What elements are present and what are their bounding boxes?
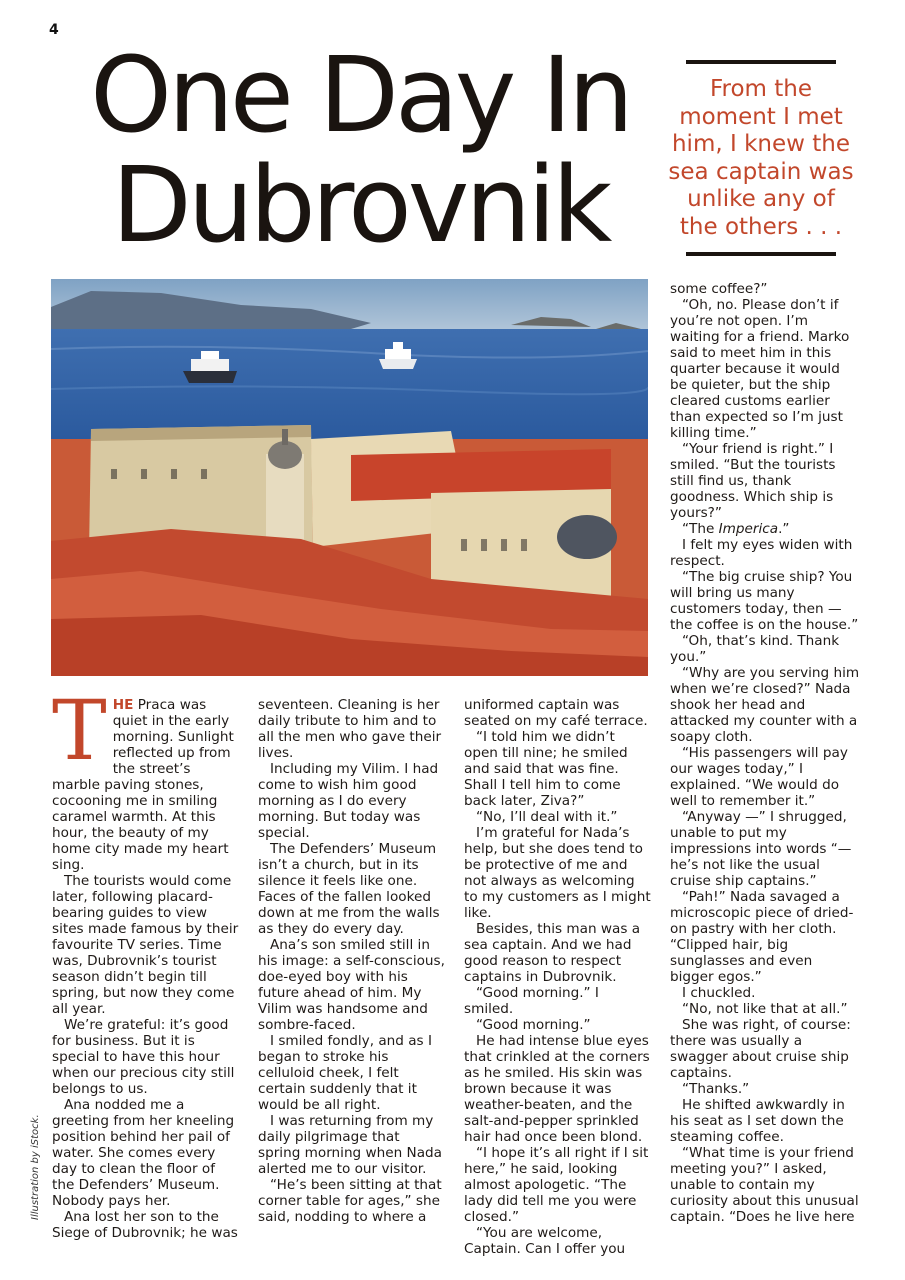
paragraph: “Good morning.” I smiled. xyxy=(464,985,599,1017)
drop-cap: T xyxy=(52,684,107,779)
lead-in-caps: HE xyxy=(112,697,134,713)
paragraph: I was returning from my daily pilgrimage that spring morning when Nada alerted me to our visitor. xyxy=(258,1113,443,1177)
standfirst-rule-bottom xyxy=(686,252,836,256)
paragraph: I felt my eyes widen with respect. xyxy=(670,537,853,569)
paragraph: I’m grateful for Nada’s help, but she does tend to be protective of me and not always as welcoming to my customers as I might like. xyxy=(464,825,651,921)
paragraph: “I hope it’s all right if I sit here,” he said, looking almost apologetic. “The lady did tell me you were closed.” xyxy=(464,1145,649,1225)
paragraph: “Pah!” Nada savaged a microscopic piece of dried-on pastry with her cloth. “Clipped hair, big sunglasses and even bigger egos.” xyxy=(670,889,854,985)
paragraph: “Oh, no. Please don’t if you’re not open. I’m waiting for a friend. Marko said to meet him in this quarter because it would be quieter, but the ship cleared customs earlier than expected so I’m just killing time.” xyxy=(670,297,850,441)
paragraph: Besides, this man was a sea captain. And we had good reason to respect captains in Dubrovnik. xyxy=(464,921,641,985)
paragraph: Ana lost her son to the Siege of Dubrovnik; he was xyxy=(52,1209,238,1241)
headline xyxy=(60,34,660,266)
standfirst: From the moment I met him, I knew the sea captain was unlike any of the others . . . xyxy=(668,76,854,240)
paragraph: “What time is your friend meeting you?” I asked, unable to contain my curiosity about this unusual captain. “Does he live here xyxy=(670,1145,859,1225)
hero-illustration xyxy=(51,279,648,676)
paragraph: “Oh, that’s kind. Thank you.” xyxy=(670,633,840,665)
paragraph: “He’s been sitting at that corner table for ages,” she said, nodding to where a xyxy=(258,1177,442,1225)
article-column-3 xyxy=(464,697,652,1257)
article-column-4 xyxy=(670,281,860,1225)
paragraph: “No, not like that at all.” xyxy=(682,1001,848,1017)
paragraph: He had intense blue eyes that crinkled at the corners as he smiled. His skin was brown because it was weather-beaten, and the salt-and-pepper sprinkled hair had once been blond. xyxy=(464,1033,650,1145)
paragraph: uniformed captain was seated on my café terrace. xyxy=(464,697,648,729)
paragraph: She was right, of course: there was usually a swagger about cruise ship captains. xyxy=(670,1017,851,1081)
ship-name: Imperica xyxy=(718,521,779,537)
article-column-2 xyxy=(258,697,446,1225)
paragraph: “Good morning.” xyxy=(476,1017,591,1033)
headline-line-1: One Day In xyxy=(90,34,630,156)
standfirst-rule-top xyxy=(686,60,836,64)
paragraph: “The Imperica.” xyxy=(682,521,790,537)
paragraph: Ana nodded me a greeting from her kneeling position behind her pail of water. She comes every day to clean the floor of the Defenders’ Museum. Nobody pays her. xyxy=(52,1097,235,1209)
paragraph: seventeen. Cleaning is her daily tribute to him and to all the men who gave their lives. xyxy=(258,697,442,761)
paragraph: “Why are you serving him when we’re closed?” Nada shook her head and attacked my counter with a soapy cloth. xyxy=(670,665,860,745)
paragraph: “Your friend is right.” I smiled. “But the tourists still find us, thank goodness. Which ship is yours?” xyxy=(670,441,836,521)
paragraph: THE Praca was quiet in the early morning. Sunlight reflected up from the street’s marble paving stones, cocooning me in smiling caramel warmth. At this hour, the beauty of my home city made my heart sing. xyxy=(52,684,234,873)
paragraph: The tourists would come later, following placard-bearing guides to view sites made famous by their favourite TV series. Time was, Dubrovnik’s tourist season didn’t begin till spring, but now they come all year. xyxy=(52,873,239,1017)
paragraph: Including my Vilim. I had come to wish him good morning as I do every morning. But today was special. xyxy=(258,761,439,841)
paragraph: some coffee?” xyxy=(670,281,768,297)
paragraph: “I told him we didn’t open till nine; he smiled and said that was fine. Shall I tell him to come back later, Ziva?” xyxy=(464,729,628,809)
article-column-1 xyxy=(52,684,240,1241)
paragraph: He shifted awkwardly in his seat as I set down the steaming coffee. xyxy=(670,1097,845,1145)
paragraph: “You are welcome, Captain. Can I offer you xyxy=(464,1225,626,1257)
paragraph: “Thanks.” xyxy=(682,1081,750,1097)
paragraph: We’re grateful: it’s good for business. But it is special to have this hour when our precious city still belongs to us. xyxy=(52,1017,235,1097)
illustration-credit: Illustration by iStock. xyxy=(30,1114,41,1220)
paragraph: The Defenders’ Museum isn’t a church, but in its silence it feels like one. Faces of the fallen looked down at me from the walls as they do every day. xyxy=(258,841,440,937)
paragraph: “The big cruise ship? You will bring us many customers today, then — the coffee is on the house.” xyxy=(670,569,859,633)
page-number: 4 xyxy=(49,22,59,38)
headline-line-2: Dubrovnik xyxy=(111,144,609,266)
paragraph: “No, I’ll deal with it.” xyxy=(476,809,618,825)
paragraph: Ana’s son smiled still in his image: a self-conscious, doe-eyed boy with his future ahead of him. My Vilim was handsome and sombre-faced. xyxy=(258,937,445,1033)
paragraph: “His passengers will pay our wages today,” I explained. “We would do well to remember it.” xyxy=(670,745,848,809)
paragraph: “Anyway —” I shrugged, unable to put my impressions into words “— he’s not like the usual cruise ship captains.” xyxy=(670,809,852,889)
paragraph: I smiled fondly, and as I began to stroke his celluloid cheek, I felt certain suddenly that it would be all right. xyxy=(258,1033,432,1113)
paragraph: I chuckled. xyxy=(682,985,756,1001)
